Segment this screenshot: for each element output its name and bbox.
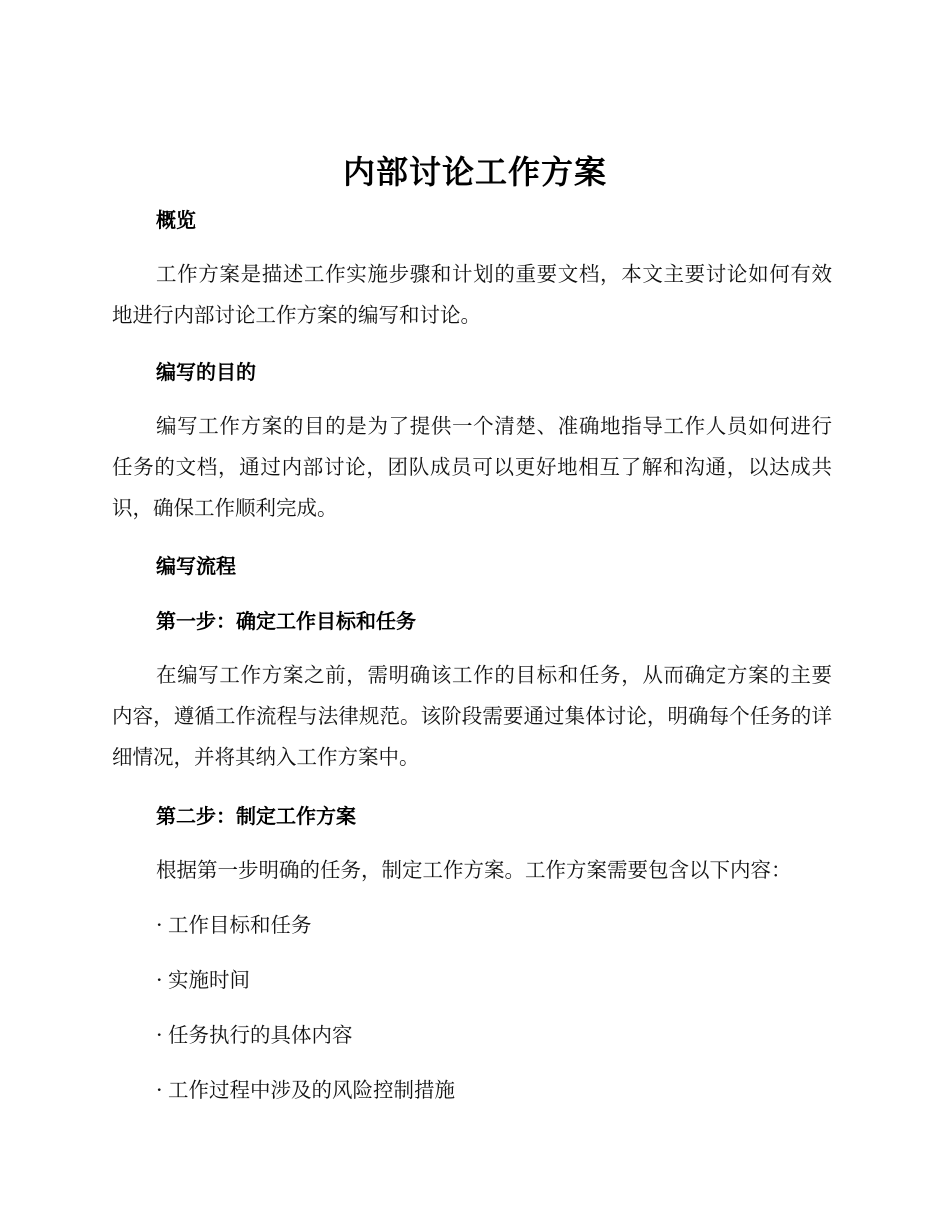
- bullet-icon: ·: [156, 913, 163, 937]
- step1-paragraph: 在编写工作方案之前，需明确该工作的目标和任务，从而确定方案的主要内容，遵循工作流程与法律规范。该阶段需要通过集体讨论，明确每个任务的详细情况，并将其纳入工作方案中。: [112, 663, 832, 769]
- overview-paragraph: 工作方案是描述工作实施步骤和计划的重要文档，本文主要讨论如何有效地进行内部讨论工作方案的编写和讨论。: [112, 262, 832, 327]
- bullet-icon: ·: [156, 1078, 163, 1102]
- step2-intro: 根据第一步明确的任务，制定工作方案。工作方案需要包含以下内容：: [156, 858, 792, 882]
- list-item-text: 工作过程中涉及的风险控制措施: [168, 1078, 455, 1102]
- process-heading: 编写流程: [156, 554, 236, 578]
- list-item: [156, 1020, 353, 1050]
- document-title: 内部讨论工作方案: [342, 153, 607, 191]
- list-item: [156, 1075, 455, 1105]
- list-item: [156, 965, 250, 995]
- purpose-paragraph: 编写工作方案的目的是为了提供一个清楚、准确地指导工作人员如何进行任务的文档，通过内部讨论，团队成员可以更好地相互了解和沟通，以达成共识，确保工作顺利完成。: [112, 414, 832, 520]
- bullet-icon: ·: [156, 1023, 163, 1047]
- step2-heading: 第二步：制定工作方案: [156, 804, 356, 828]
- list-item-text: 任务执行的具体内容: [168, 1023, 353, 1047]
- bullet-icon: ·: [156, 968, 163, 992]
- list-item-text: 实施时间: [168, 968, 250, 992]
- overview-heading: 概览: [156, 208, 196, 232]
- purpose-heading: 编写的目的: [156, 360, 256, 384]
- list-item-text: 工作目标和任务: [168, 913, 312, 937]
- step1-heading: 第一步：确定工作目标和任务: [156, 609, 416, 633]
- list-item: [156, 910, 312, 940]
